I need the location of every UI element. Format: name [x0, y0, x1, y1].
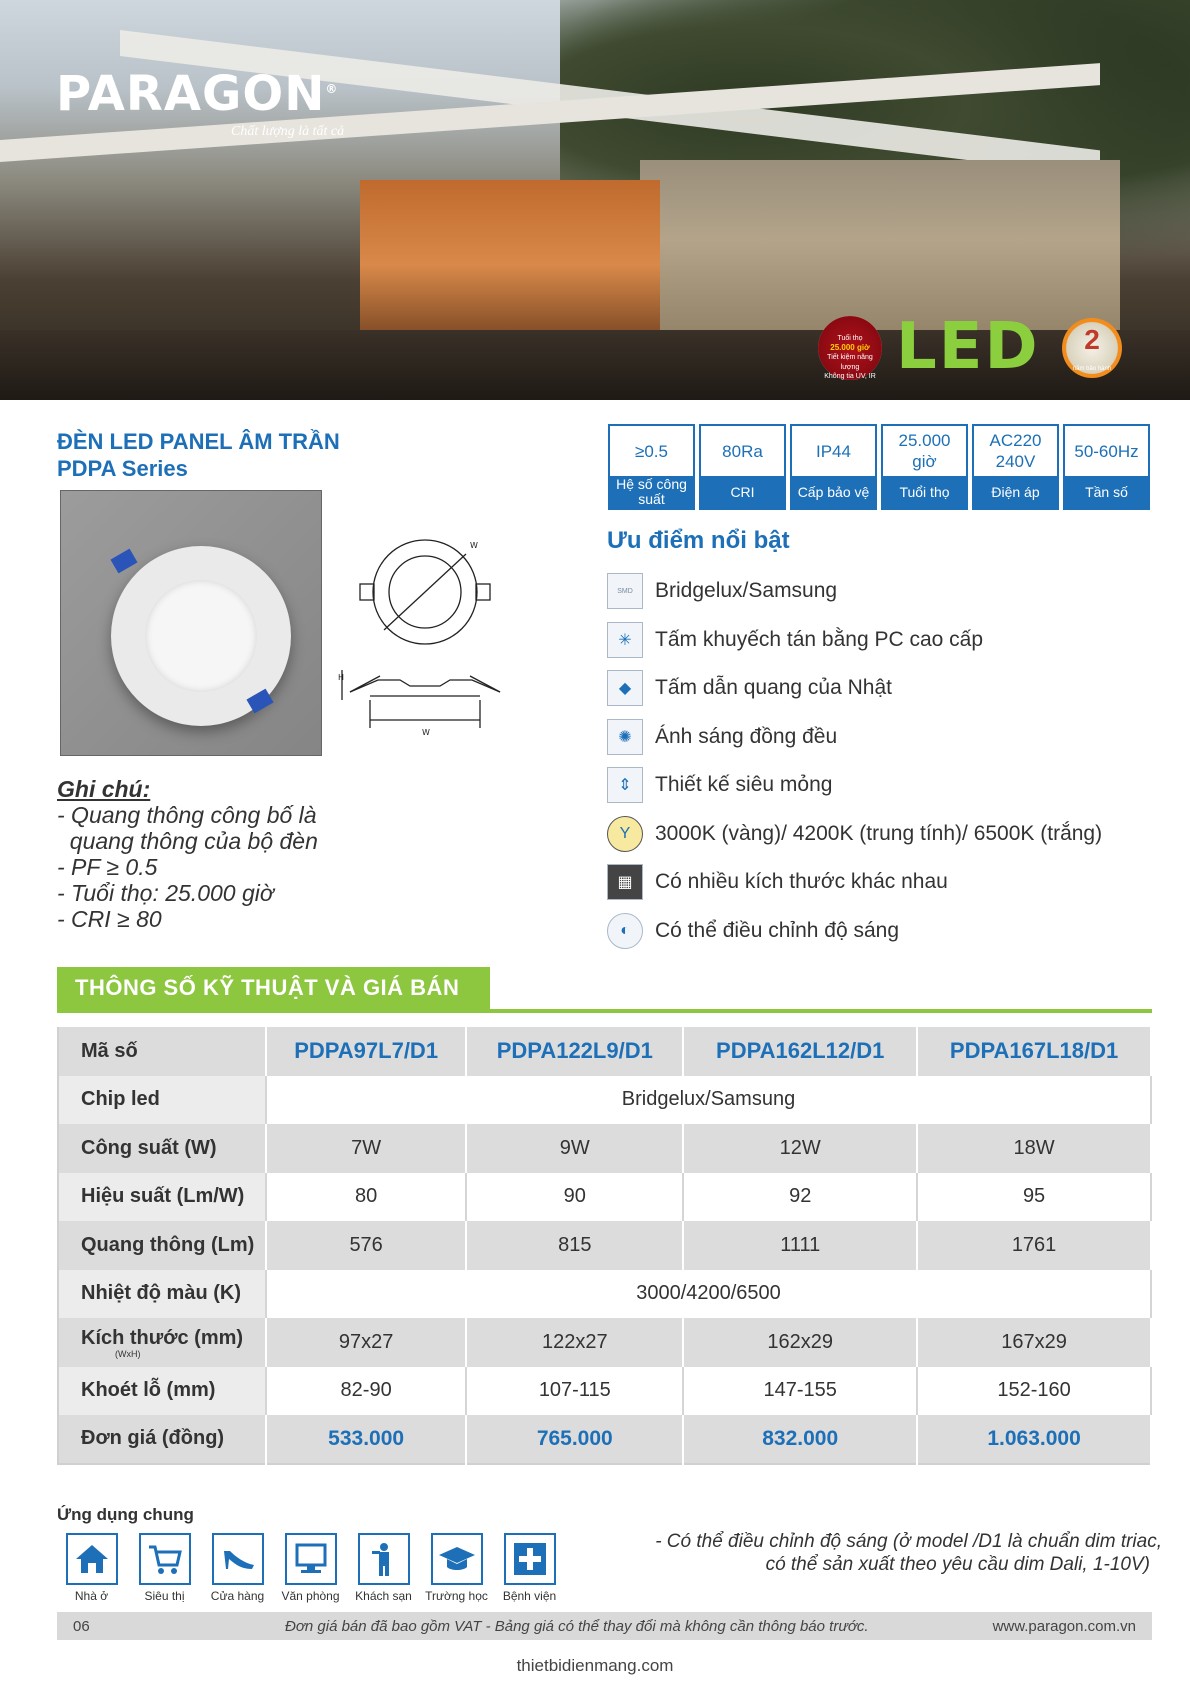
spec-section-title: THÔNG SỐ KỸ THUẬT VÀ GIÁ BÁN [57, 967, 490, 1009]
feature-item [607, 810, 1102, 859]
sizes-icon: ▦ [607, 864, 643, 900]
row-label: Công suất (W) [58, 1124, 266, 1173]
registered-mark: ® [325, 82, 339, 96]
page-number: 06 [73, 1618, 90, 1635]
application-label: Bệnh viện [502, 1589, 557, 1603]
feature-text: Thiết kế siêu mỏng [655, 773, 833, 797]
lifetime-badge-line: Tuổi thọ [837, 335, 863, 342]
warranty-text: năm bảo hành [1072, 366, 1112, 372]
warranty-badge [1062, 318, 1122, 378]
spec-label: Tần số [1065, 476, 1148, 508]
note-line: - CRI ≥ 80 [57, 906, 162, 932]
spec-cri [699, 424, 786, 510]
table-cell: 95 [917, 1173, 1151, 1222]
feature-item [607, 616, 1102, 665]
table-row-color-temp [58, 1270, 1151, 1319]
application-item [201, 1533, 274, 1603]
led-logo-text: LED [896, 310, 1040, 384]
model-code: PDPA97L7/D1 [266, 1027, 466, 1076]
spec-power-factor [608, 424, 695, 510]
dimming-note-line: - Có thể điều chỉnh độ sáng (ở model /D1 là chuẩn dim triac, [655, 1531, 1162, 1552]
table-row-efficiency [58, 1173, 1151, 1222]
application-item [55, 1533, 128, 1603]
house-icon [66, 1533, 118, 1585]
brand-name: PARAGON [56, 66, 326, 122]
table-cell: 7W [266, 1124, 466, 1173]
table-cell: 147-155 [683, 1367, 917, 1416]
color-temp-value: 3000/4200/6500 [266, 1270, 1151, 1319]
color-temp-icon: Y [607, 816, 643, 852]
table-cell: 576 [266, 1221, 466, 1270]
features-title: Ưu điểm nổi bật [607, 527, 790, 554]
table-cell: 18W [917, 1124, 1151, 1173]
notes-block [57, 776, 318, 932]
spec-label: Điện áp [974, 476, 1057, 508]
table-cell: 97x27 [266, 1318, 466, 1367]
lifetime-badge [818, 316, 882, 380]
feature-text: 3000K (vàng)/ 4200K (trung tính)/ 6500K (trắng) [655, 821, 1103, 845]
feature-item [607, 567, 1102, 616]
cart-icon [139, 1533, 191, 1585]
table-cell: 162x29 [683, 1318, 917, 1367]
row-label: Đơn giá (đồng) [58, 1415, 266, 1464]
spec-label: CRI [701, 476, 784, 508]
application-item [493, 1533, 566, 1603]
row-label: Chip led [58, 1076, 266, 1125]
feature-item [607, 907, 1102, 956]
spec-price-table [57, 1027, 1152, 1465]
price-cell: 1.063.000 [917, 1415, 1151, 1464]
section-divider [57, 1009, 1152, 1013]
application-item [347, 1533, 420, 1603]
spec-lifetime [881, 424, 968, 510]
product-series: PDPA Series [57, 456, 188, 481]
brand-logo [56, 66, 345, 140]
website-link[interactable]: www.paragon.com.vn [992, 1618, 1136, 1635]
table-cell: 9W [466, 1124, 683, 1173]
hero-lit-room [360, 180, 660, 350]
model-code: PDPA167L18/D1 [917, 1027, 1151, 1076]
warranty-years: 2 [1084, 324, 1100, 355]
graduation-cap-icon [431, 1533, 483, 1585]
chip-icon-text: SMD [617, 587, 633, 595]
drawing-w-label: W [470, 541, 478, 550]
diffuser-icon: ✳ [607, 622, 643, 658]
feature-text: Có nhiều kích thước khác nhau [655, 870, 948, 894]
table-cell: 1111 [683, 1221, 917, 1270]
application-item [274, 1533, 347, 1603]
dimming-note [602, 1530, 1162, 1576]
row-label: Khoét lỗ (mm) [58, 1367, 266, 1416]
price-cell: 832.000 [683, 1415, 917, 1464]
notes-heading: Ghi chú: [57, 776, 151, 802]
feature-text: Ánh sáng đồng đều [655, 724, 838, 748]
row-label: Hiệu suất (Lm/W) [58, 1173, 266, 1222]
table-row-chip [58, 1076, 1151, 1125]
hero-banner [0, 0, 1190, 400]
dimension-drawing [340, 530, 510, 760]
table-cell: 1761 [917, 1221, 1151, 1270]
applications-title: Ứng dụng chung [57, 1505, 194, 1524]
features-list [607, 567, 1102, 955]
note-line: - Quang thông công bố là [57, 802, 317, 828]
price-cell: 533.000 [266, 1415, 466, 1464]
application-item [128, 1533, 201, 1603]
note-line: quang thông của bộ đèn [57, 828, 318, 854]
feature-text: Tấm khuyếch tán bằng PC cao cấp [655, 627, 984, 651]
feature-item [607, 761, 1102, 810]
spec-value: AC220 240V [989, 431, 1042, 471]
feature-text: Có thể điều chỉnh độ sáng [655, 918, 900, 942]
chip-icon [607, 573, 643, 609]
lifetime-badge-line: Không tia UV, IR [824, 372, 876, 380]
table-cell: 152-160 [917, 1367, 1151, 1416]
table-cell: 80 [266, 1173, 466, 1222]
thin-design-icon: ⇕ [607, 767, 643, 803]
feature-item [607, 664, 1102, 713]
table-cell: 122x27 [466, 1318, 683, 1367]
spec-value: 25.000 giờ [898, 431, 951, 471]
spec-label: Hệ số công suất [610, 476, 693, 508]
dimmable-icon: ◐ [607, 913, 643, 949]
spec-value: 50-60Hz [1074, 441, 1139, 461]
feature-item [607, 713, 1102, 762]
table-row-cutout [58, 1367, 1151, 1416]
table-cell: 107-115 [466, 1367, 683, 1416]
table-row-power [58, 1124, 1151, 1173]
table-row-price [58, 1415, 1151, 1464]
table-cell: 92 [683, 1173, 917, 1222]
size-sub-label: (WxH) [115, 1348, 141, 1359]
table-cell: 815 [466, 1221, 683, 1270]
spec-label: Cấp bảo vệ [792, 476, 875, 508]
model-code: PDPA162L12/D1 [683, 1027, 917, 1076]
drawing-h-label: H [338, 673, 345, 682]
application-label: Siêu thị [144, 1589, 185, 1603]
feature-item [607, 858, 1102, 907]
shoe-icon [212, 1533, 264, 1585]
product-photo [60, 490, 322, 756]
row-label: Nhiệt độ màu (K) [58, 1270, 266, 1319]
light-spread-icon: ✺ [607, 719, 643, 755]
table-cell: 167x29 [917, 1318, 1151, 1367]
spec-boxes [608, 424, 1154, 510]
feature-text: Tấm dẫn quang của Nhật [655, 676, 892, 700]
spec-label: Tuổi thọ [883, 476, 966, 508]
table-row-size [58, 1318, 1151, 1367]
application-label: Văn phòng [281, 1589, 340, 1603]
spec-value: ≥0.5 [635, 441, 668, 461]
size-label: Kích thước (mm) [81, 1326, 244, 1349]
application-label: Cửa hàng [210, 1589, 265, 1603]
diamond-icon: ◆ [607, 670, 643, 706]
applications-list [55, 1533, 566, 1603]
spec-voltage [972, 424, 1059, 510]
table-row-header [58, 1027, 1151, 1076]
product-title [57, 428, 340, 482]
spec-section-header [57, 967, 1152, 1009]
spec-frequency [1063, 424, 1150, 510]
table-cell: 90 [466, 1173, 683, 1222]
hospital-cross-icon [504, 1533, 556, 1585]
price-cell: 765.000 [466, 1415, 683, 1464]
spring-clip [110, 549, 137, 574]
note-line: - Tuổi thọ: 25.000 giờ [57, 880, 274, 906]
lifetime-badge-hours: 25.000 giờ [830, 343, 870, 353]
application-item [420, 1533, 493, 1603]
drawing-w-label-bottom: W [422, 728, 430, 737]
table-cell: 12W [683, 1124, 917, 1173]
spec-value: IP44 [816, 441, 851, 461]
model-code: PDPA122L9/D1 [466, 1027, 683, 1076]
row-label: Mã số [58, 1027, 266, 1076]
application-label: Nhà ở [74, 1589, 109, 1603]
chip-value: Bridgelux/Samsung [266, 1076, 1151, 1125]
row-label: Quang thông (Lm) [58, 1221, 266, 1270]
spec-ip-rating [790, 424, 877, 510]
price-disclaimer: Đơn giá bán đã bao gồm VAT - Bảng giá có thể thay đổi mà không cần thông báo trước. [285, 1618, 869, 1635]
computer-icon [285, 1533, 337, 1585]
spec-value: 80Ra [722, 441, 763, 461]
lifetime-badge-line: Tiết kiệm năng lượng [827, 354, 873, 371]
product-title-line1: ĐÈN LED PANEL ÂM TRẦN [57, 429, 340, 454]
application-label: Trường học [425, 1589, 488, 1603]
brand-tagline: Chất lượng là tất cả [231, 124, 345, 139]
note-line: - PF ≥ 0.5 [57, 854, 158, 880]
page-footer [57, 1612, 1152, 1640]
bellboy-icon [358, 1533, 410, 1585]
application-label: Khách sạn [355, 1589, 412, 1603]
dimming-note-line: có thể sản xuất theo yêu cầu dim Dali, 1-10V) [765, 1554, 1150, 1575]
table-row-flux [58, 1221, 1151, 1270]
watermark: thietbidienmang.com [516, 1656, 674, 1675]
feature-text: Bridgelux/Samsung [655, 579, 838, 603]
table-cell: 82-90 [266, 1367, 466, 1416]
row-label [58, 1318, 266, 1367]
